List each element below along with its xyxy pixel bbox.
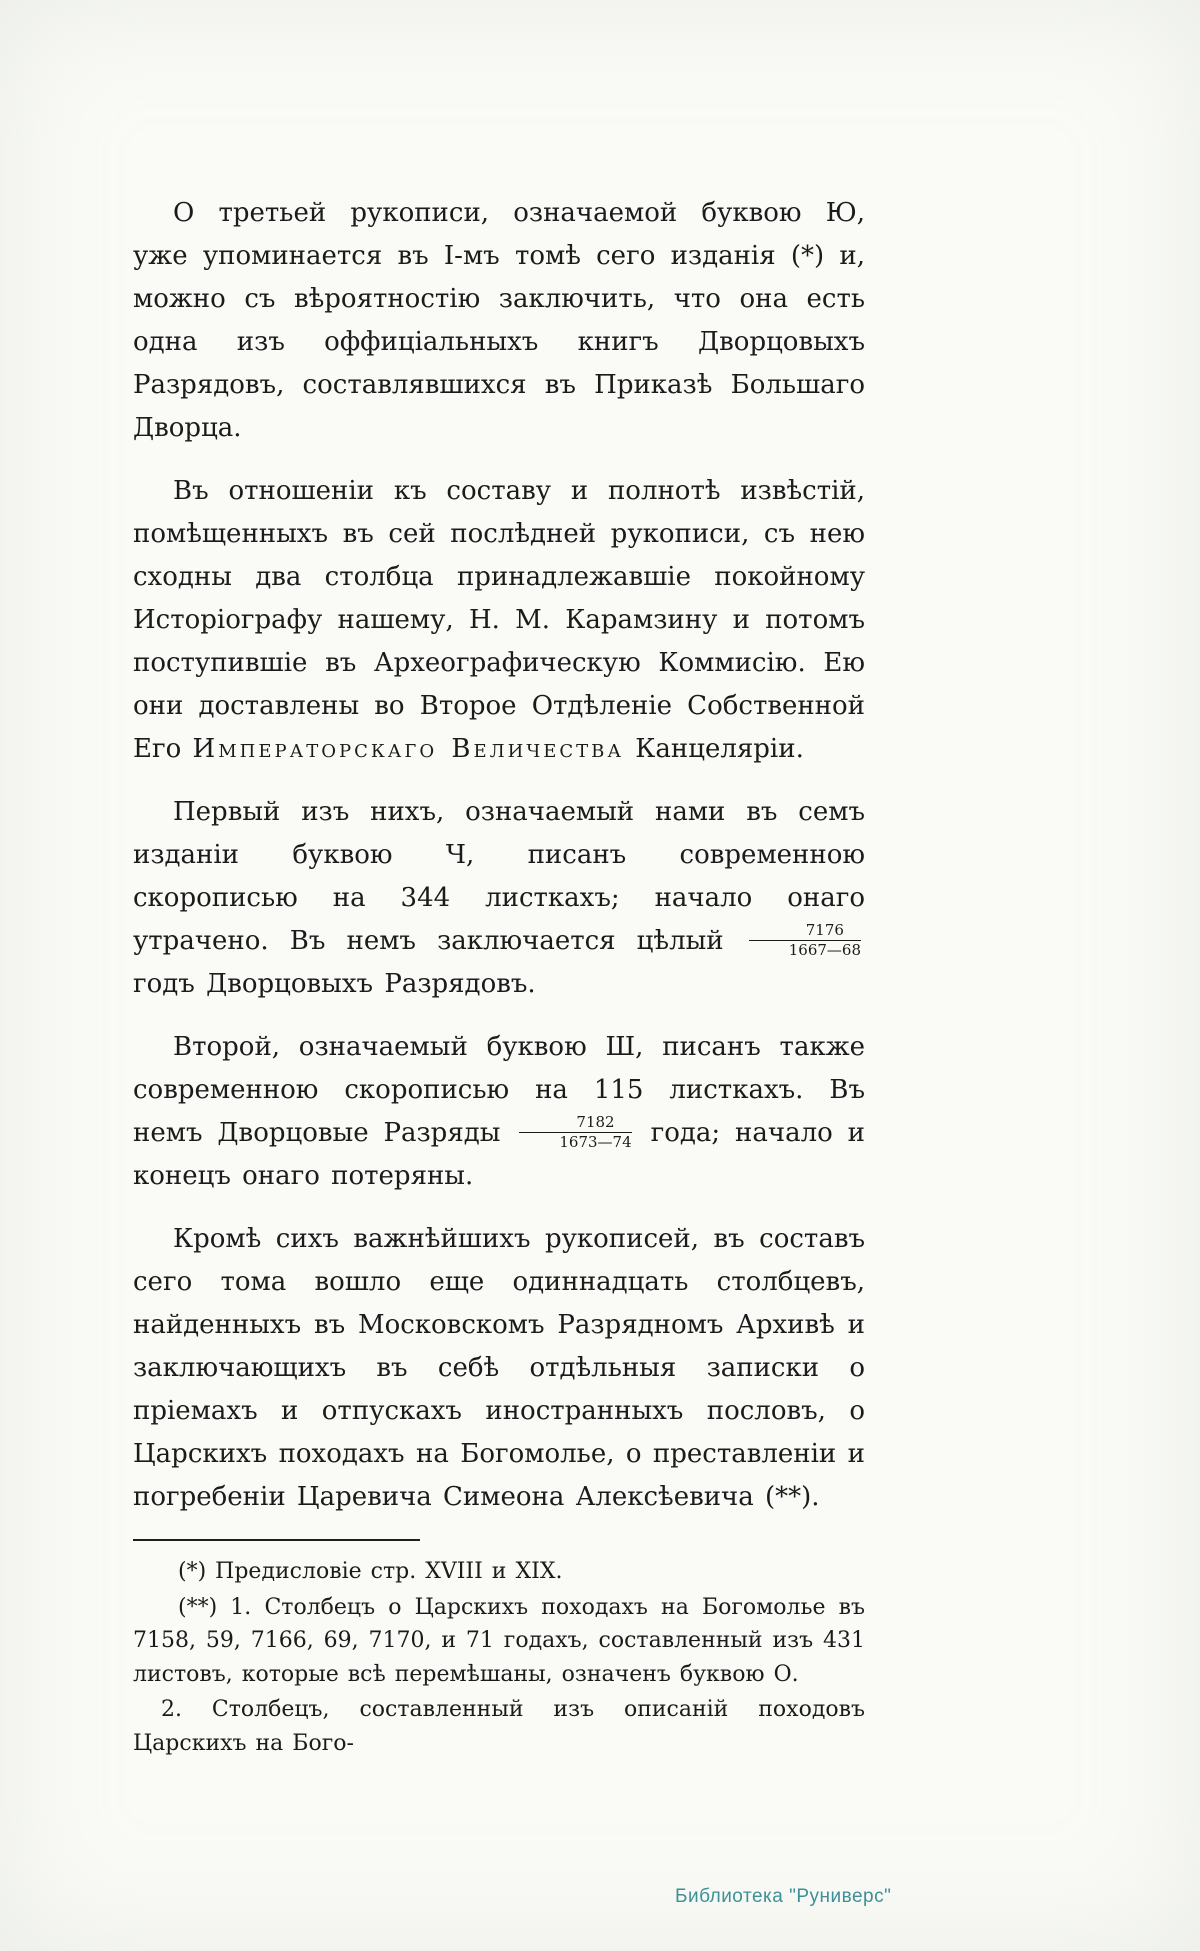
paragraph-3-text: Первый изъ нихъ, означаемый нами въ семъ изданіи буквою Ч, писанъ современною скорописью на 344 листкахъ; начало онаго утрачено. Въ немъ заключается цѣлый bbox=[133, 797, 865, 956]
text-block bbox=[133, 192, 865, 1760]
paragraph-3-ending: годъ Дворцовыхъ Разрядовъ. bbox=[133, 969, 536, 999]
paragraph-4-text: Второй, означаемый буквою Ш, писанъ также современною скорописью на 115 листкахъ. Въ немъ Дворцовые Разряды bbox=[133, 1032, 865, 1148]
footnote-separator bbox=[133, 1539, 420, 1541]
year-fraction-2-numerator: 7182 bbox=[519, 1114, 631, 1133]
paragraph-4 bbox=[133, 1026, 865, 1198]
paragraph-4-ending: года; начало и конецъ онаго потеряны. bbox=[133, 1118, 866, 1191]
library-watermark: Библиотека "Руниверс" bbox=[675, 1886, 892, 1907]
paragraph-2-ending: Канцеляріи. bbox=[635, 734, 804, 764]
paragraph-1: О третьей рукописи, означаемой буквою Ю, уже упоминается въ I-мъ томѣ сего изданія (*) и, можно съ вѣроятностію заключить, что она есть одна изъ оффиціальныхъ книгъ Дворцовыхъ Разрядовъ, составлявшихся въ Приказѣ Большаго Дворца. bbox=[133, 198, 865, 443]
paragraph-2 bbox=[133, 470, 865, 771]
footnote-1: (*) Предисловіе стр. XVIII и XIX. bbox=[178, 1559, 563, 1584]
paragraph-5: Кромѣ сихъ важнѣйшихъ рукописей, въ составъ сего тома вошло еще одиннадцать столбцевъ, найденныхъ въ Московскомъ Разрядномъ Архивѣ и заключающихъ въ себѣ отдѣльныя записки о пріемахъ и отпускахъ иностранныхъ пословъ, о Царскихъ походахъ на Богомолье, о преставленіи и погребеніи Царевича Симеона Алексѣевича (**). bbox=[133, 1224, 865, 1512]
footnote-2: (**) 1. Столбецъ о Царскихъ походахъ на Богомолье въ 7158, 59, 7166, 69, 7170, и 71 годахъ, составленный изъ 431 листовъ, которые всѣ перемѣшаны, означенъ буквою О. bbox=[133, 1594, 865, 1687]
footnote-3: 2. Столбецъ, составленный изъ описаній походовъ Царскихъ на Бого- bbox=[133, 1697, 865, 1756]
year-fraction-1-numerator: 7176 bbox=[749, 922, 861, 941]
paragraph-2-text: Въ отношеніи къ составу и полнотѣ извѣстій, помѣщенныхъ въ сей послѣдней рукописи, съ нею сходны два столбца принадлежавшіе покойному Исторіографу нашему, Н. М. Карамзину и потомъ поступившіе въ Археографическую Коммисію. Ею они доставлены во Второе Отдѣленіе Собственной Его bbox=[133, 476, 865, 764]
paragraph-3 bbox=[133, 791, 865, 1006]
imperial-majesty-smallcaps: Императорскаго Величества bbox=[192, 734, 625, 764]
footnotes-section bbox=[133, 1555, 865, 1760]
year-fraction-2 bbox=[519, 1114, 631, 1151]
year-fraction-1-denominator: 1667—68 bbox=[788, 940, 861, 959]
year-fraction-2-denominator: 1673—74 bbox=[559, 1132, 632, 1151]
year-fraction-1 bbox=[749, 922, 861, 959]
